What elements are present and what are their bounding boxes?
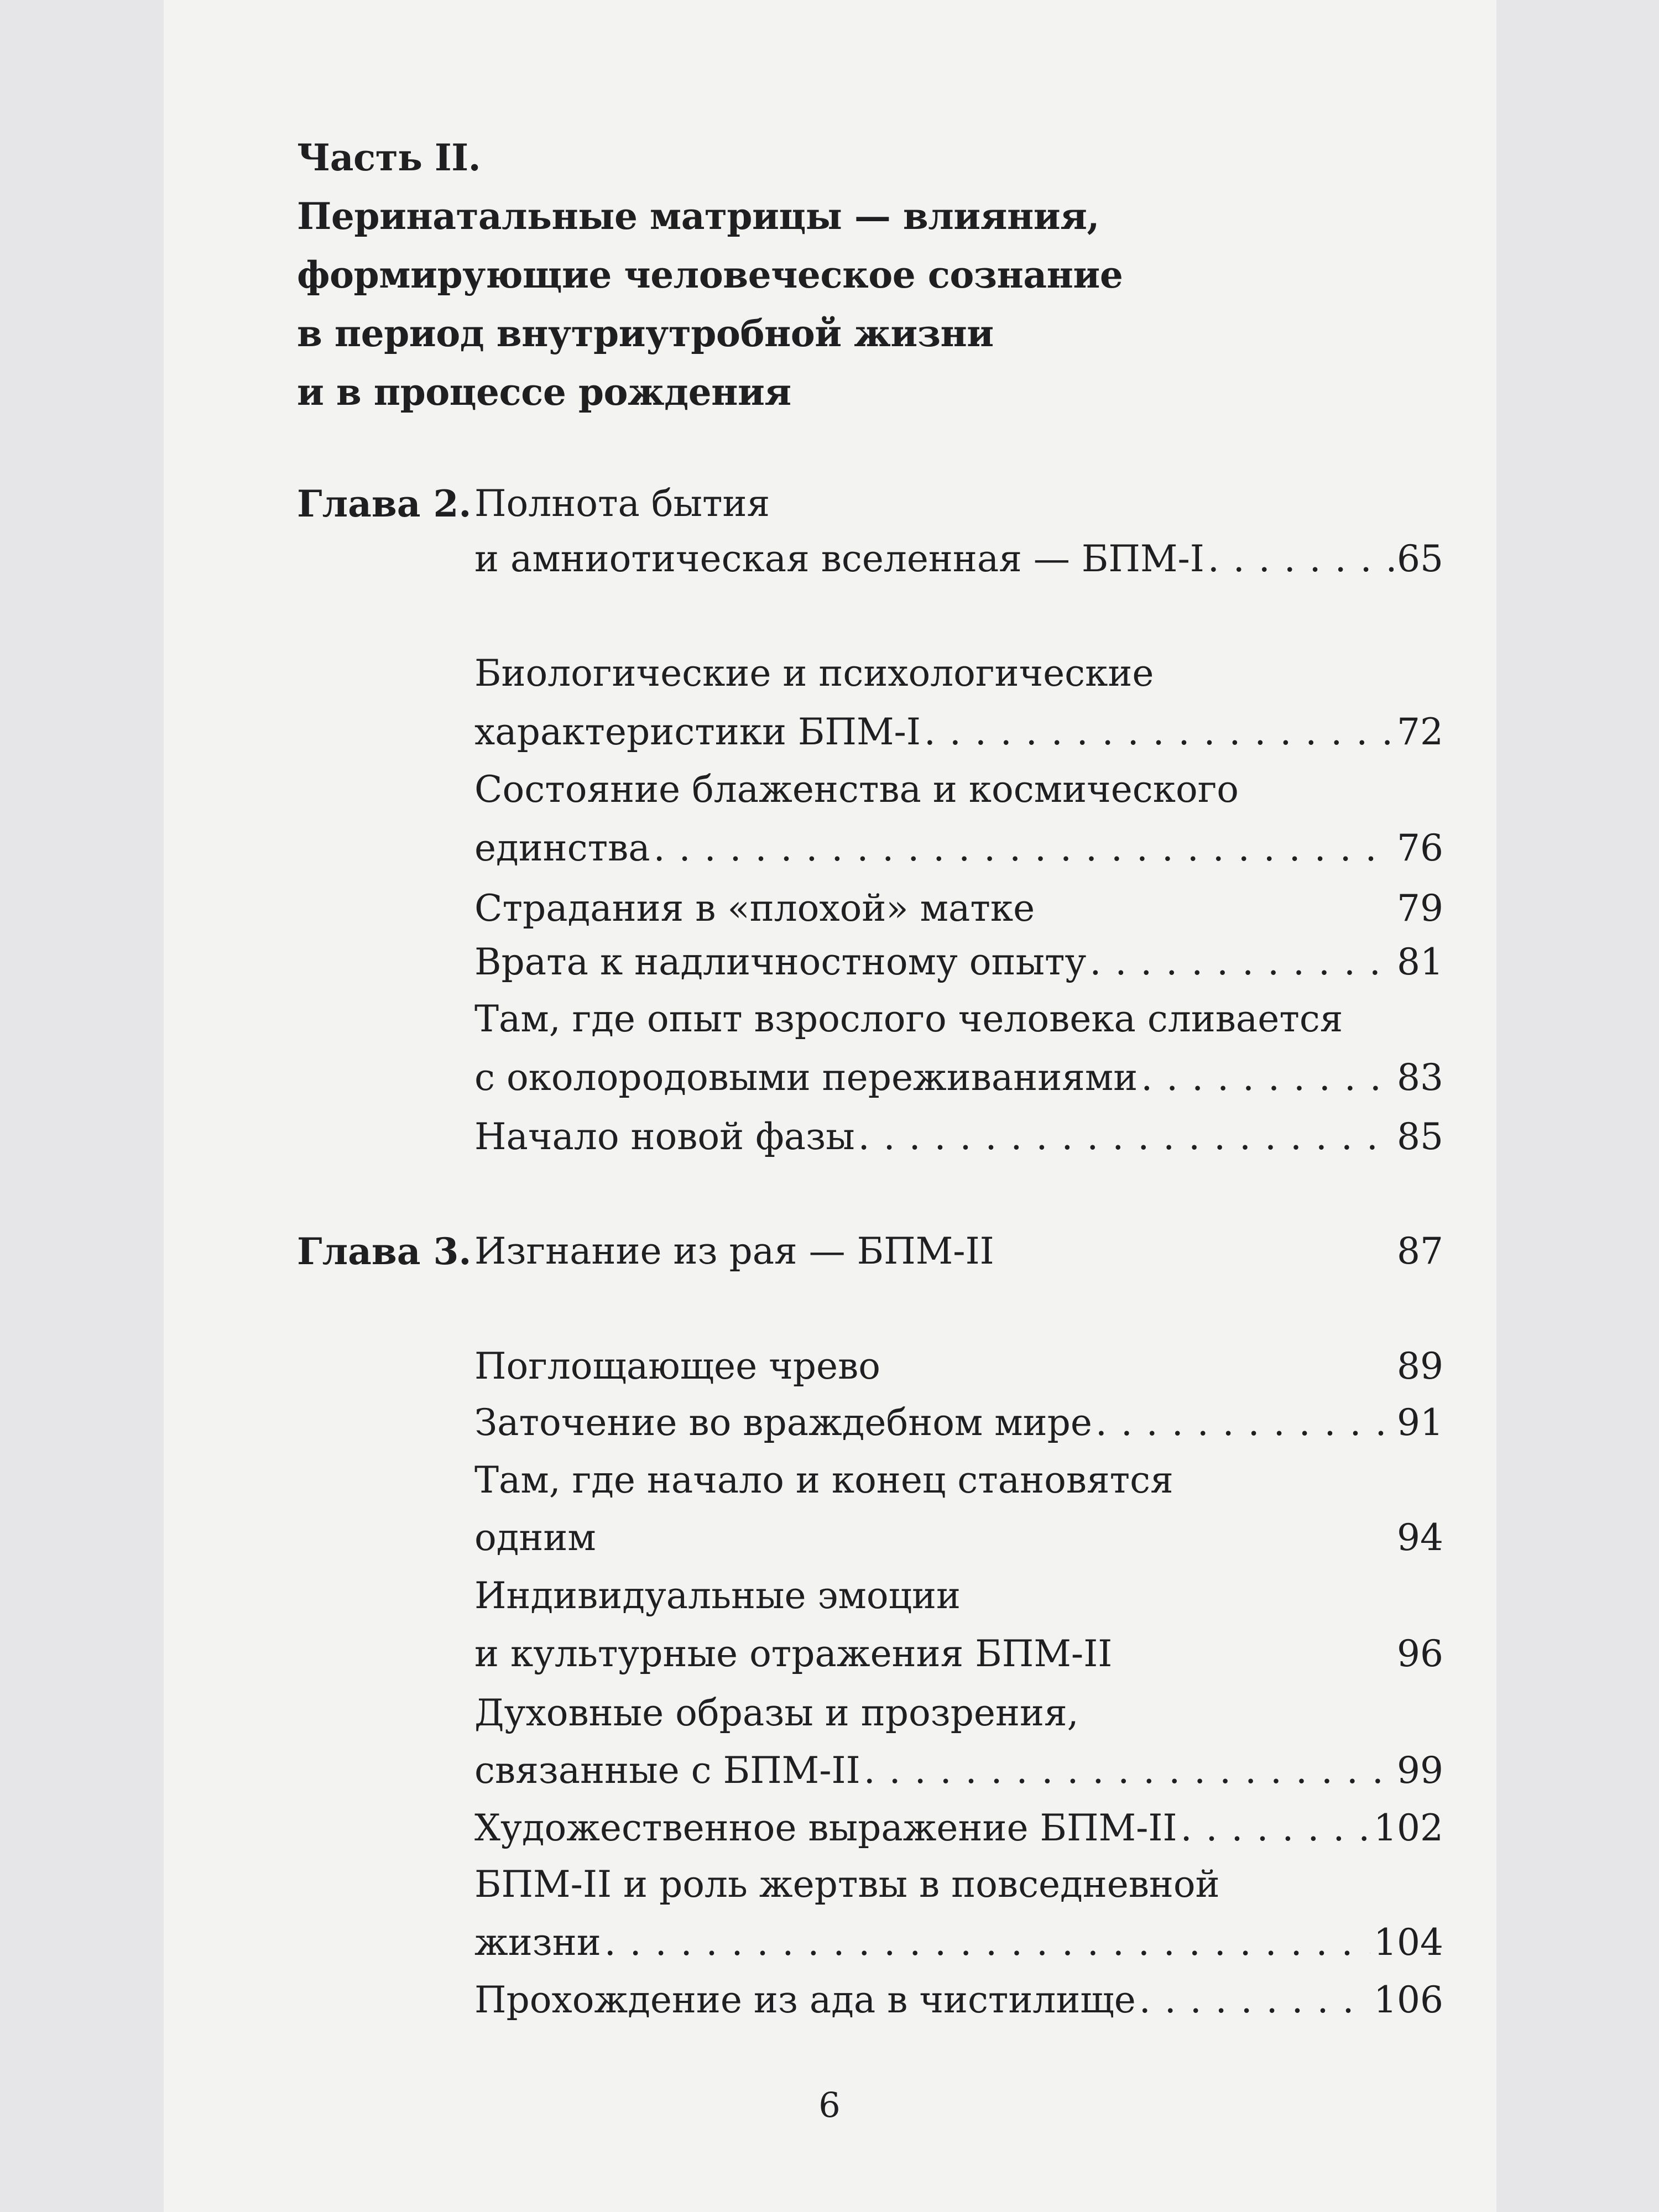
chapter-2-title-line1: Полнота бытия [474, 482, 770, 525]
toc-entry[interactable] [474, 1337, 1443, 1396]
toc-entry-title: единства [474, 827, 650, 869]
page-number-footer: 6 [818, 2085, 841, 2125]
toc-entry[interactable] [474, 1509, 1443, 1567]
toc-page-number: 104 [1374, 1921, 1443, 1964]
toc-entry-line1: Биологические и психологические [474, 652, 1154, 695]
toc-page-number: 89 [1397, 1345, 1443, 1387]
toc-entry-line1: БПМ-II и роль жертвы в повседневной [474, 1863, 1220, 1906]
toc-entry-title: Страдания в «плохой» матке [474, 887, 1035, 930]
leader-dots [864, 1741, 1394, 1800]
leader-dots [1208, 530, 1394, 588]
toc-page-number: 79 [1397, 887, 1443, 930]
toc-page-number: 72 [1397, 711, 1443, 753]
toc-entry[interactable] [474, 1108, 1443, 1166]
toc-entry[interactable] [474, 1741, 1443, 1800]
toc-page-number: 94 [1397, 1516, 1443, 1559]
toc-page-number: 81 [1397, 941, 1443, 983]
part-title-line: в период внутриутробной жизни [297, 312, 994, 355]
toc-entry[interactable] [474, 933, 1443, 992]
toc-entry-chapter-3[interactable] [474, 1222, 1443, 1281]
toc-entry-title: и культурные отражения БПМ-II [474, 1632, 1113, 1675]
leader-dots [604, 1913, 1370, 1972]
toc-entry-title: Прохождение из ада в чистилище [474, 1979, 1136, 2021]
toc-entry-title: Поглощающее чрево [474, 1345, 880, 1387]
leader-dots [1089, 933, 1394, 992]
toc-entry[interactable] [474, 1971, 1443, 2030]
toc-entry-line1: Духовные образы и прозрения, [474, 1692, 1079, 1734]
leader-dots [1095, 1394, 1394, 1452]
chapter-2-label: Глава 2. [297, 482, 472, 525]
toc-page-number: 85 [1397, 1115, 1443, 1158]
toc-entry[interactable] [474, 703, 1443, 761]
toc-entry[interactable] [474, 879, 1443, 938]
part-title-line: Перинатальные матрицы — влияния, [297, 195, 1099, 238]
leader-dots [1139, 1971, 1370, 2030]
part-title-line: формирующие человеческое сознание [297, 253, 1123, 296]
toc-entry-title: Начало новой фазы [474, 1115, 855, 1158]
toc-page-number: 76 [1397, 827, 1443, 869]
toc-page-number: 99 [1397, 1749, 1443, 1792]
toc-page-number: 106 [1374, 1979, 1443, 2021]
chapter-3-label: Глава 3. [297, 1230, 472, 1273]
toc-entry-chapter-2[interactable] [474, 530, 1443, 588]
part-title-line: и в процессе рождения [297, 371, 791, 414]
toc-entry-line1: Там, где опыт взрослого человека сливается [474, 998, 1343, 1040]
toc-entry-title: Изгнание из рая — БПМ-II [474, 1230, 994, 1272]
toc-page-number: 96 [1397, 1632, 1443, 1675]
toc-entry-title: одним [474, 1516, 596, 1559]
toc-entry[interactable] [474, 1625, 1443, 1683]
toc-entry[interactable] [474, 1394, 1443, 1452]
toc-entry-line1: Там, где начало и конец становятся [474, 1459, 1173, 1501]
toc-page-number: 83 [1397, 1056, 1443, 1099]
toc-entry-title: и амниотическая вселенная — БПМ-I [474, 538, 1204, 580]
toc-page-number: 102 [1374, 1807, 1443, 1849]
toc-page-number: 87 [1397, 1230, 1443, 1272]
toc-entry[interactable] [474, 1048, 1443, 1107]
toc-entry-line1: Индивидуальные эмоции [474, 1574, 961, 1617]
toc-entry-title: Художественное выражение БПМ-II [474, 1807, 1177, 1849]
toc-entry-title: жизни [474, 1921, 601, 1964]
toc-entry[interactable] [474, 1913, 1443, 1972]
toc-entry-title: характеристики БПМ-I [474, 711, 921, 753]
toc-entry[interactable] [474, 819, 1443, 878]
toc-entry[interactable] [474, 1799, 1443, 1858]
part-heading [297, 128, 1348, 421]
toc-entry-title: Заточение во враждебном мире [474, 1401, 1092, 1444]
toc-entry-title: связанные с БПМ-II [474, 1749, 860, 1792]
toc-entry-title: с околородовыми переживаниями [474, 1056, 1138, 1099]
leader-dots [1141, 1048, 1394, 1107]
leader-dots [924, 703, 1394, 761]
leader-dots [1181, 1799, 1370, 1858]
leader-dots [858, 1108, 1394, 1166]
toc-entry-line1: Состояние блаженства и космического [474, 768, 1239, 811]
part-label: Часть II. [297, 136, 481, 179]
toc-page-number: 91 [1397, 1401, 1443, 1444]
leader-dots [654, 819, 1394, 878]
toc-entry-title: Врата к надличностному опыту [474, 941, 1087, 983]
toc-page-number: 65 [1397, 538, 1443, 580]
